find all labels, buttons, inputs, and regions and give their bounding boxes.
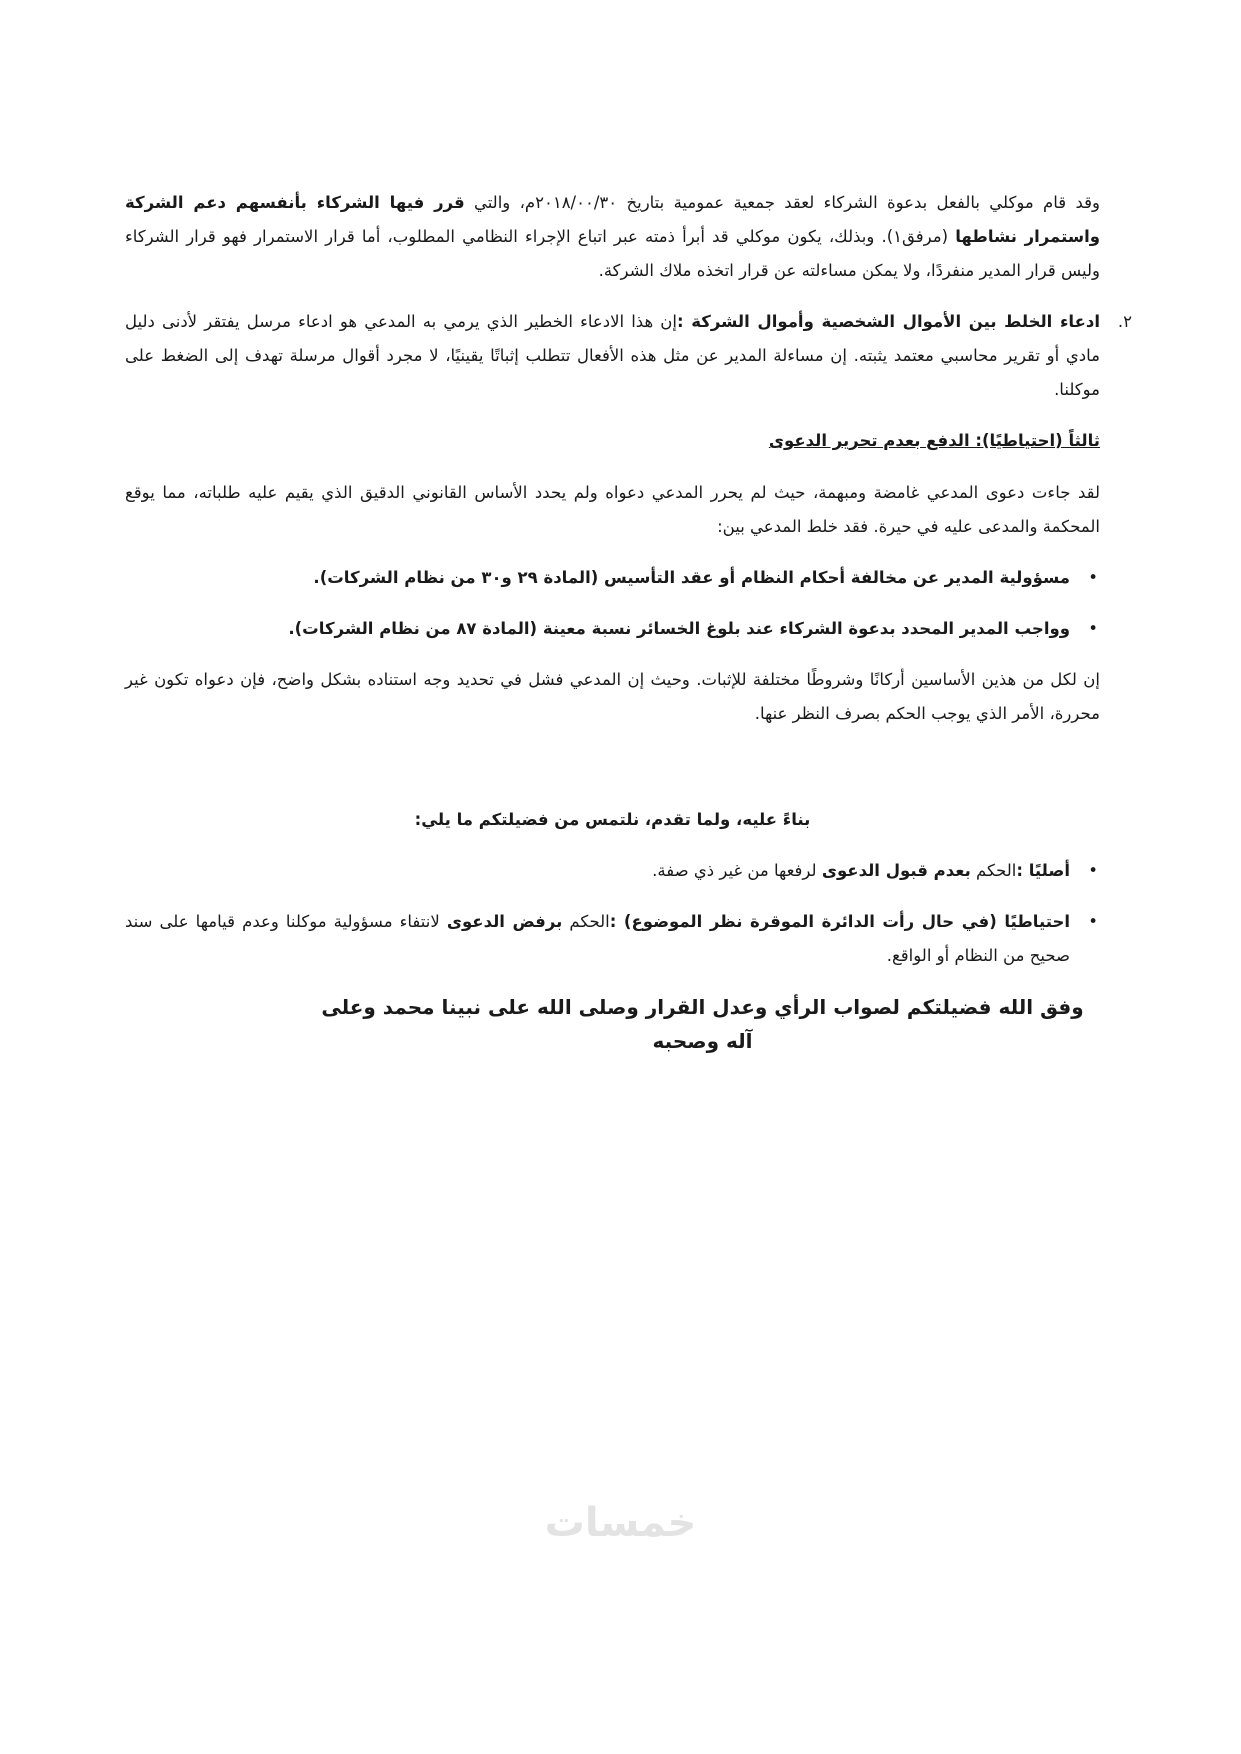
list-item-text: مسؤولية المدير عن مخالفة أحكام النظام أو عقد التأسيس (المادة ٢٩ و٣٠ من نظام الشركات). bbox=[313, 568, 1070, 587]
document-page bbox=[125, 186, 1132, 1058]
list-item bbox=[125, 612, 1070, 646]
section-heading: ثالثاً (احتياطيًا): الدفع بعدم تحرير الدعوى bbox=[768, 431, 1100, 450]
bold-text: بعدم قبول الدعوى bbox=[821, 861, 971, 880]
paragraph-general-assembly bbox=[125, 186, 1100, 288]
list-item-text: وواجب المدير المحدد بدعوة الشركاء عند بلوغ الخسائر نسبة معينة (المادة ٨٧ من نظام الشركات). bbox=[288, 619, 1070, 638]
text: الحكم bbox=[970, 861, 1017, 880]
bold-text: برفض الدعوى bbox=[446, 912, 563, 931]
item-number: ٢. bbox=[1117, 312, 1132, 331]
text: (مرفق١). وبذلك، يكون موكلي قد أبرأ ذمته عبر اتباع الإجراء النظامي المطلوب، أما قرار الاستمرار فهو قرار الشركاء وليس قرار المدير منفردًا، ولا يمكن مساءلته عن قرار اتخذه ملاك الشركة. bbox=[125, 227, 1100, 280]
paragraph-ambiguity: لقد جاءت دعوى المدعي غامضة ومبهمة، حيث لم يحرر المدعي دعواه ولم يحدد الأساس القانوني الدقيق الذي يقيم عليه طلباته، مما يوقع المحكمة والمدعى عليه في حيرة. فقد خلط المدعي بين: bbox=[125, 483, 1100, 536]
list-item bbox=[125, 561, 1070, 595]
text: لرفعها من غير ذي صفة. bbox=[652, 861, 822, 880]
request-item bbox=[125, 854, 1070, 888]
bold-text: أصليًا : bbox=[1016, 861, 1070, 880]
watermark-logo: خمسات bbox=[544, 1500, 697, 1546]
requests-title: بناءً عليه، ولما تقدم، نلتمس من فضيلتكم ما يلي: bbox=[414, 810, 811, 829]
request-item bbox=[125, 905, 1070, 973]
numbered-item-2 bbox=[125, 305, 1132, 407]
bold-text: قرر فيها الشركاء بأنفسهم دعم الشركة واستمرار نشاطها bbox=[125, 193, 1100, 246]
closing-prayer: وفق الله فضيلتكم لصواب الرأي وعدل القرار وصلى الله على نبينا محمد وعلى آله وصحبه bbox=[321, 995, 1084, 1053]
item-text: إن هذا الادعاء الخطير الذي يرمي به المدعي هو ادعاء مرسل يفتقر لأدنى دليل مادي أو تقرير محاسبي معتمد يثبته. إن مساءلة المدير عن مثل هذه الأفعال تتطلب إثباتًا يقينيًا، لا مجرد أقوال مرسلة تهدف إلى الضغط على موكلنا. bbox=[125, 312, 1100, 399]
item-title: ادعاء الخلط بين الأموال الشخصية وأموال الشركة : bbox=[677, 312, 1100, 331]
bold-text: احتياطيًا (في حال رأت الدائرة الموقرة نظر الموضوع) : bbox=[609, 912, 1071, 931]
requests-list bbox=[125, 854, 1100, 973]
text: وقد قام موكلي بالفعل بدعوة الشركاء لعقد جمعية عمومية بتاريخ ٢٠١٨/٠٠/٣٠م، والتي bbox=[464, 193, 1100, 212]
paragraph-conclusion: إن لكل من هذين الأساسين أركانًا وشروطًا مختلفة للإثبات. وحيث إن المدعي فشل في تحديد وجه استناده بشكل واضح، فإن دعواه تكون غير محررة، الأمر الذي يوجب الحكم بصرف النظر عنها. bbox=[125, 670, 1100, 723]
text: الحكم bbox=[562, 912, 610, 931]
bullet-list-bases bbox=[125, 561, 1100, 646]
text: لانتفاء مسؤولية موكلنا وعدم قيامها على سند صحيح من النظام أو الواقع. bbox=[125, 912, 1070, 965]
